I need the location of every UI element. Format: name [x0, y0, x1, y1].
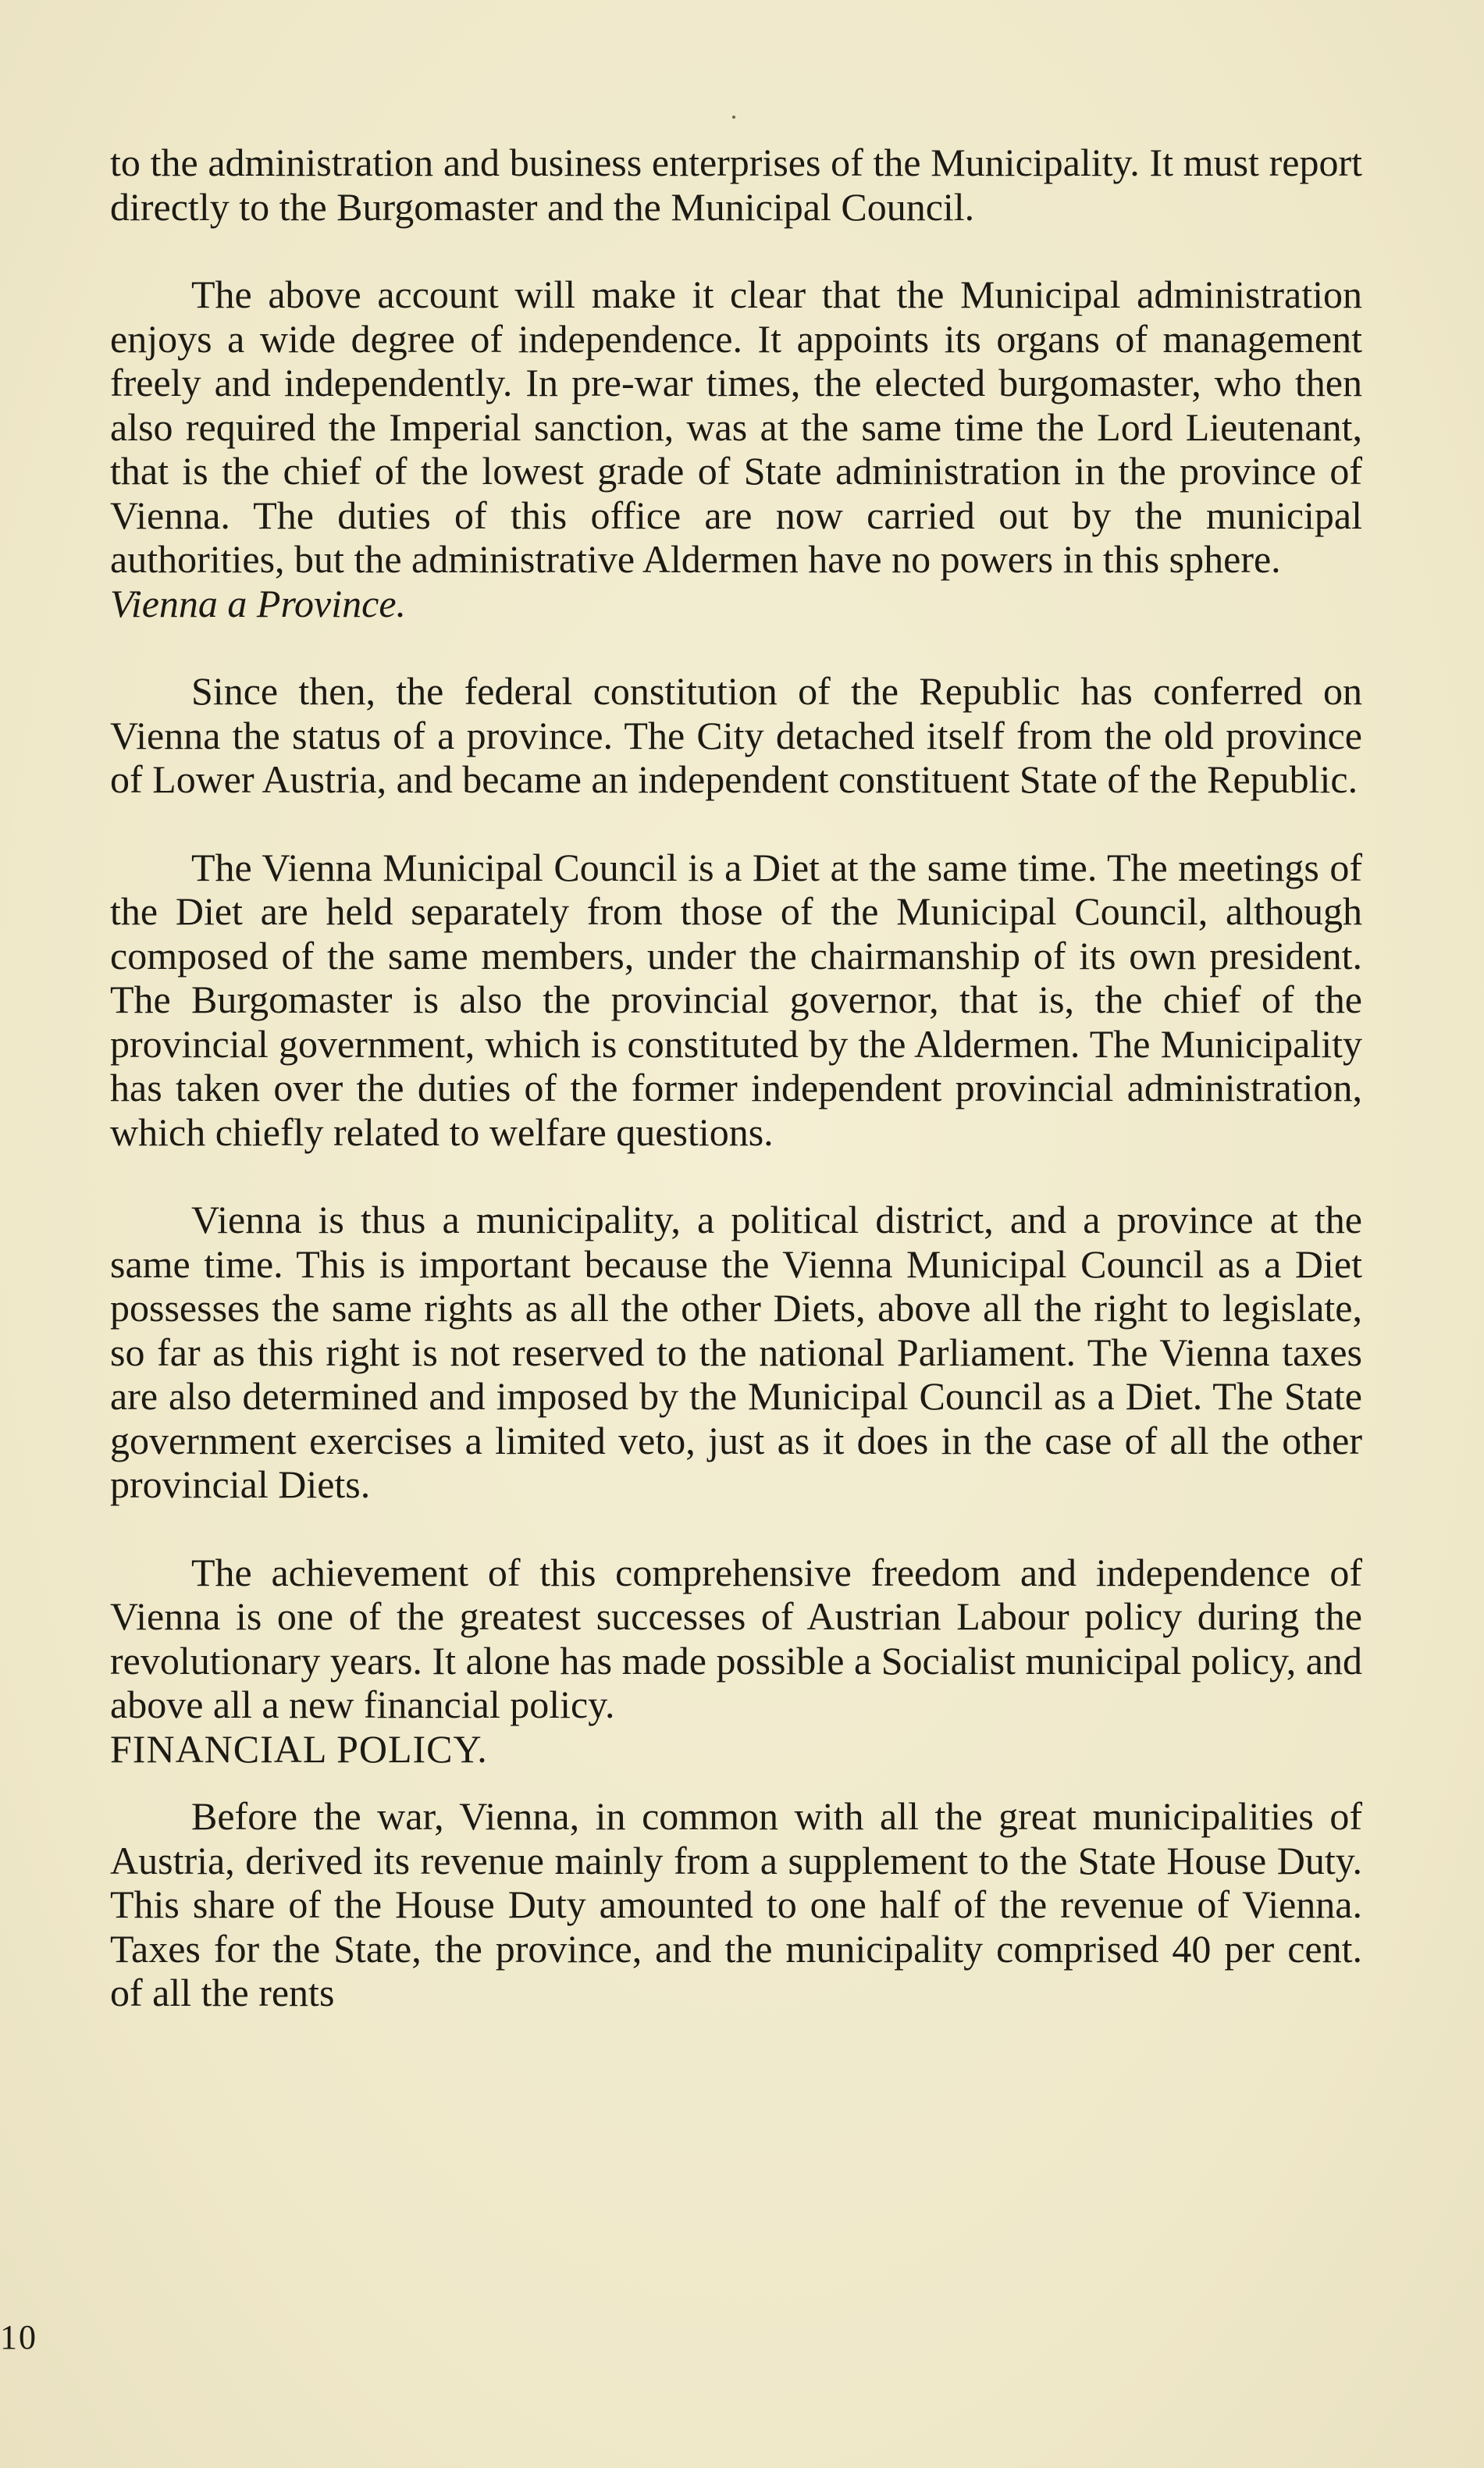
paragraph-labour-policy: The achievement of this comprehensive freedom and independence of Vienna is one of the greatest successes of Austrian Labour policy during the revolutionary years. It alone has made possible a Socialist municipal policy, and above all a new financial policy. [110, 1550, 1362, 1726]
paragraph-municipal-independence: The above account will make it clear that the Municipal administration enjoys a wide degree of independence. It appoints its organs of management freely and independently. In pre-war times, the elected burgomaster, who then also required the Imperial sanction, was at the same time the Lord Lieutenant, that is the chief of the lowest grade of State administration in the province of Vienna. The duties of this office are now carried out by the municipal authorities, but the administrative Aldermen have no powers in this sphere. [110, 272, 1362, 581]
paragraph-political-district: Vienna is thus a municipality, a political district, and a province at the same time. This is important because the Vienna Municipal Council as a Diet possesses the same rights as all the other Diets, above all the right to legislate, so far as this right is not reserved to the national Parliament. The Vienna taxes are also determined and imposed by the Municipal Council as a Diet. The State government exercises a limited veto, just as it does in the case of all the other provincial Diets. [110, 1198, 1362, 1506]
text-column [110, 141, 1362, 2015]
section-heading-vienna-province: Vienna a Province. [110, 581, 407, 625]
paragraph-federal-constitution: Since then, the federal constitution of the Republic has conferred on Vienna the status of a province. The City detached itself from the old province of Lower Austria, and became an independent constituent State of the Republic. [110, 669, 1362, 801]
paragraph-house-duty: Before the war, Vienna, in common with all the great municipalities of Austria, derived its revenue mainly from a supplement to the State House Duty. This share of the House Duty amounted to one half of the revenue of Vienna. Taxes for the State, the province, and the municipality comprised 40 per cent. of all the rents [110, 1794, 1362, 2014]
ink-speck [732, 116, 735, 119]
page-number: 10 [0, 2318, 37, 2356]
section-heading-financial-policy: FINANCIAL POLICY. [110, 1726, 488, 1771]
paragraph-municipal-council-diet: The Vienna Municipal Council is a Diet at the same time. The meetings of the Diet are held separately from those of the Municipal Council, although composed of the same members, under the chairmanship of its own president. The Burgomaster is also the provincial governor, that is, the chief of the provincial government, which is constituted by the Aldermen. The Municipality has taken over the duties of the former independent provincial administration, which chiefly related to welfare questions. [110, 845, 1362, 1154]
paragraph-continuation: to the administration and business enterprises of the Municipality. It must report directly to the Burgomaster and the Municipal Council. [110, 141, 1362, 229]
